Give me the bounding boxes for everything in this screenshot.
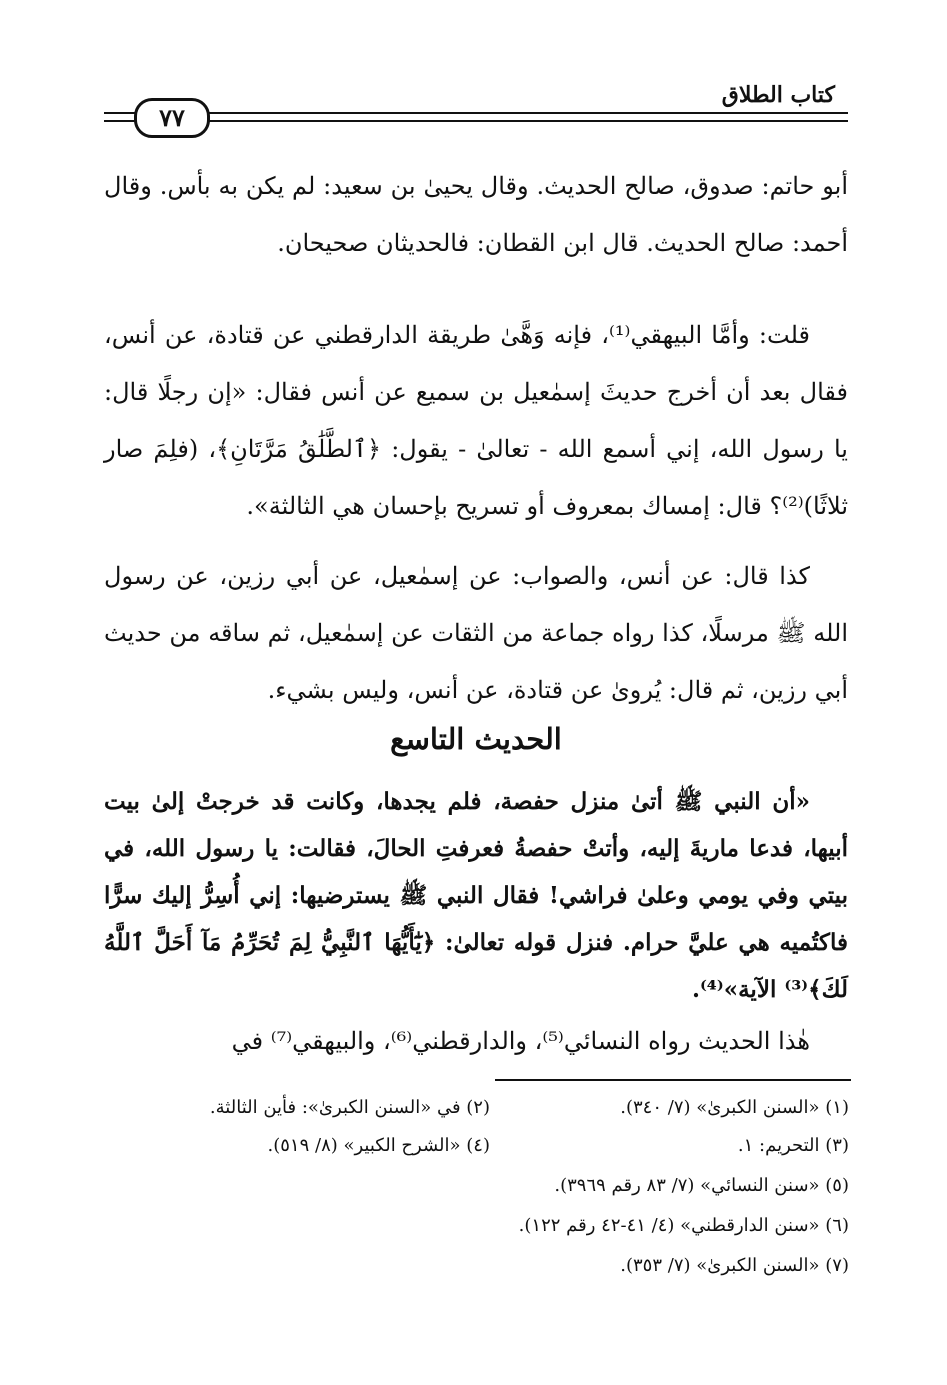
footnote-rule [495, 1079, 851, 1081]
closing-block [104, 1013, 848, 1070]
footnote: (٢) في «السنن الكبرىٰ»: فأين الثالثة. [209, 1097, 490, 1118]
paragraph-block [104, 307, 848, 535]
footnote: (٦) «سنن الدارقطني» (٤/ ٤١-٤٢ رقم ١٢٢). [518, 1215, 849, 1236]
footnote: (٤) «الشرح الكبير» (٨/ ٥١٩). [267, 1135, 490, 1156]
header-rule-top [104, 112, 848, 114]
section-heading: الحديث التاسع [390, 722, 562, 756]
paragraph-block [104, 548, 848, 719]
footnote: (٣) التحريم: ١. [737, 1135, 849, 1156]
paragraph: كذا قال: عن أنس، والصواب: عن إسمٰعيل، عن أبي رزين، عن رسول الله ﷺ مرسلًا، كذا رواه جماعة من الثقات عن إسمٰعيل، ثم ساقه من حديث أبي رزين، ثم قال: يُروىٰ عن قتادة، عن أنس، وليس بشيء. [104, 562, 848, 704]
chapter-title: كتاب الطلاق [721, 82, 835, 108]
section-heading-block [104, 722, 848, 756]
paragraph: أبو حاتم: صدوق، صالح الحديث. وقال يحيىٰ بن سعيد: لم يكن به بأس. وقال أحمد: صالح الحديث. قال ابن القطان: فالحديثان صحيحان. [104, 172, 848, 257]
paragraph: قلت: وأمَّا البيهقي⁽¹⁾، فإنه وَهَّىٰ طريقة الدارقطني عن قتادة، عن أنس، فقال بعد أن أخرج حديثَ إسمٰعيل بن سميع عن أنس فقال: «إن رجلًا قال: يا رسول الله، إني أسمع الله - تعالىٰ - يقول: ﴿ٱلطَّلَٰقُ مَرَّتَانِ﴾، (فلِمَ صار ثلاثًا)⁽²⁾؟ قال: إمساك بمعروف أو تسريح بإحسان هي الثالثة». [104, 321, 848, 520]
page-number: ٧٧ [134, 98, 210, 138]
paragraph-block [104, 158, 848, 272]
closing-line: هٰذا الحديث رواه النسائي⁽⁵⁾، والدارقطني⁽⁶⁾، والبيهقي⁽⁷⁾ في [231, 1027, 810, 1055]
footnote: (٧) «السنن الكبرىٰ» (٧/ ٣٥٣). [620, 1255, 849, 1276]
header-rule-bottom [104, 120, 848, 122]
hadith-block [104, 778, 848, 1013]
footnote: (١) «السنن الكبرىٰ» (٧/ ٣٤٠). [620, 1097, 849, 1118]
hadith-text: «أن النبي ﷺ أتىٰ منزل حفصة، فلم يجدها، وكانت قد خرجتْ إلىٰ بيت أبيها، فدعا ماريةَ إليه، وأتتْ حفصةُ فعرفتِ الحالَ، فقالت: يا رسول الله، في بيتي وفي يومي وعلىٰ فراشي! فقال النبي ﷺ يسترضيها: إني أُسِرُّ إليك سرًّا فاكتُميه هي عليَّ حرام. فنزل قوله تعالىٰ: ﴿يَٰٓأَيُّهَا ٱلنَّبِيُّ لِمَ تُحَرِّمُ مَآ أَحَلَّ ٱللَّهُ لَكَ﴾⁽³⁾ الآية»⁽⁴⁾. [104, 788, 848, 1003]
footnote: (٥) «سنن النسائي» (٧/ ٨٣ رقم ٣٩٦٩). [554, 1175, 849, 1196]
